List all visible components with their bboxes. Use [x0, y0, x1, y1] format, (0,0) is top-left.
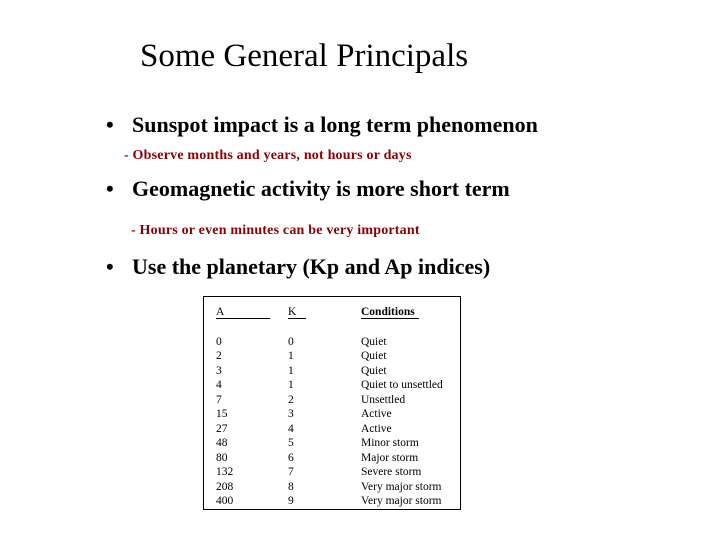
table-cell-condition: Very major storm	[361, 495, 442, 507]
table-cell-k: 9	[288, 495, 294, 507]
table-cell-condition: Very major storm	[361, 480, 442, 493]
table-cell-k: 3	[288, 408, 294, 420]
table-cell-k: 7	[288, 466, 294, 478]
table-cell-a: 2	[216, 350, 222, 362]
table-cell-a: 132	[216, 466, 234, 478]
table-cell-condition: Unsettled	[361, 393, 406, 406]
table-cell-k: 1	[288, 379, 294, 391]
table-cell-a: 15	[216, 408, 228, 420]
table-cell-k: 0	[288, 335, 294, 348]
bullet-planetary	[106, 254, 490, 280]
table-cell-k: 4	[288, 422, 294, 435]
header-conditions: Conditions	[361, 306, 415, 318]
table-cell-condition: Major storm	[361, 451, 419, 464]
table-cell-a: 27	[216, 422, 228, 435]
header-k: K	[288, 306, 297, 318]
bullet-geomagnetic	[106, 176, 510, 202]
table-cell-a: 3	[216, 364, 222, 377]
column-k	[288, 305, 328, 509]
table-cell-k: 1	[288, 364, 294, 377]
column-conditions	[361, 305, 461, 509]
bullet-marker: •	[106, 254, 114, 279]
column-a	[216, 305, 256, 509]
header-a: A	[216, 306, 225, 318]
table-cell-a: 4	[216, 379, 222, 391]
bullet-text: Use the planetary (Kp and Ap indices)	[132, 254, 491, 279]
table-cell-a: 48	[216, 437, 228, 449]
sub-bullet-geomagnetic: - Hours or even minutes can be very important	[131, 223, 420, 238]
table-cell-a: 208	[216, 480, 234, 493]
table-cell-k: 2	[288, 393, 294, 406]
bullet-marker: •	[106, 176, 114, 201]
table-cell-condition: Quiet to unsettled	[361, 379, 443, 391]
table-cell-condition: Minor storm	[361, 437, 419, 449]
table-cell-a: 7	[216, 393, 222, 406]
slide-title: Some General Principals	[140, 38, 469, 74]
table-cell-a: 400	[216, 495, 234, 507]
bullet-text: Geomagnetic activity is more short term	[132, 176, 510, 201]
table-cell-k: 1	[288, 350, 294, 362]
table-cell-condition: Severe storm	[361, 466, 422, 478]
table-cell-k: 6	[288, 451, 294, 464]
sub-bullet-sunspot: - Observe months and years, not hours or days	[124, 148, 412, 163]
bullet-sunspot	[106, 112, 538, 138]
bullet-marker: •	[106, 112, 114, 137]
table-cell-condition: Quiet	[361, 364, 387, 377]
table-cell-k: 5	[288, 437, 294, 449]
bullet-text: Sunspot impact is a long term phenomenon	[132, 112, 538, 137]
table-cell-k: 8	[288, 480, 294, 493]
kp-ap-table	[203, 296, 461, 510]
table-cell-condition: Active	[361, 422, 392, 435]
table-cell-a: 0	[216, 335, 222, 348]
table-cell-condition: Active	[361, 408, 392, 420]
table-cell-a: 80	[216, 451, 228, 464]
table-cell-condition: Quiet	[361, 335, 387, 348]
table-cell-condition: Quiet	[361, 350, 387, 362]
